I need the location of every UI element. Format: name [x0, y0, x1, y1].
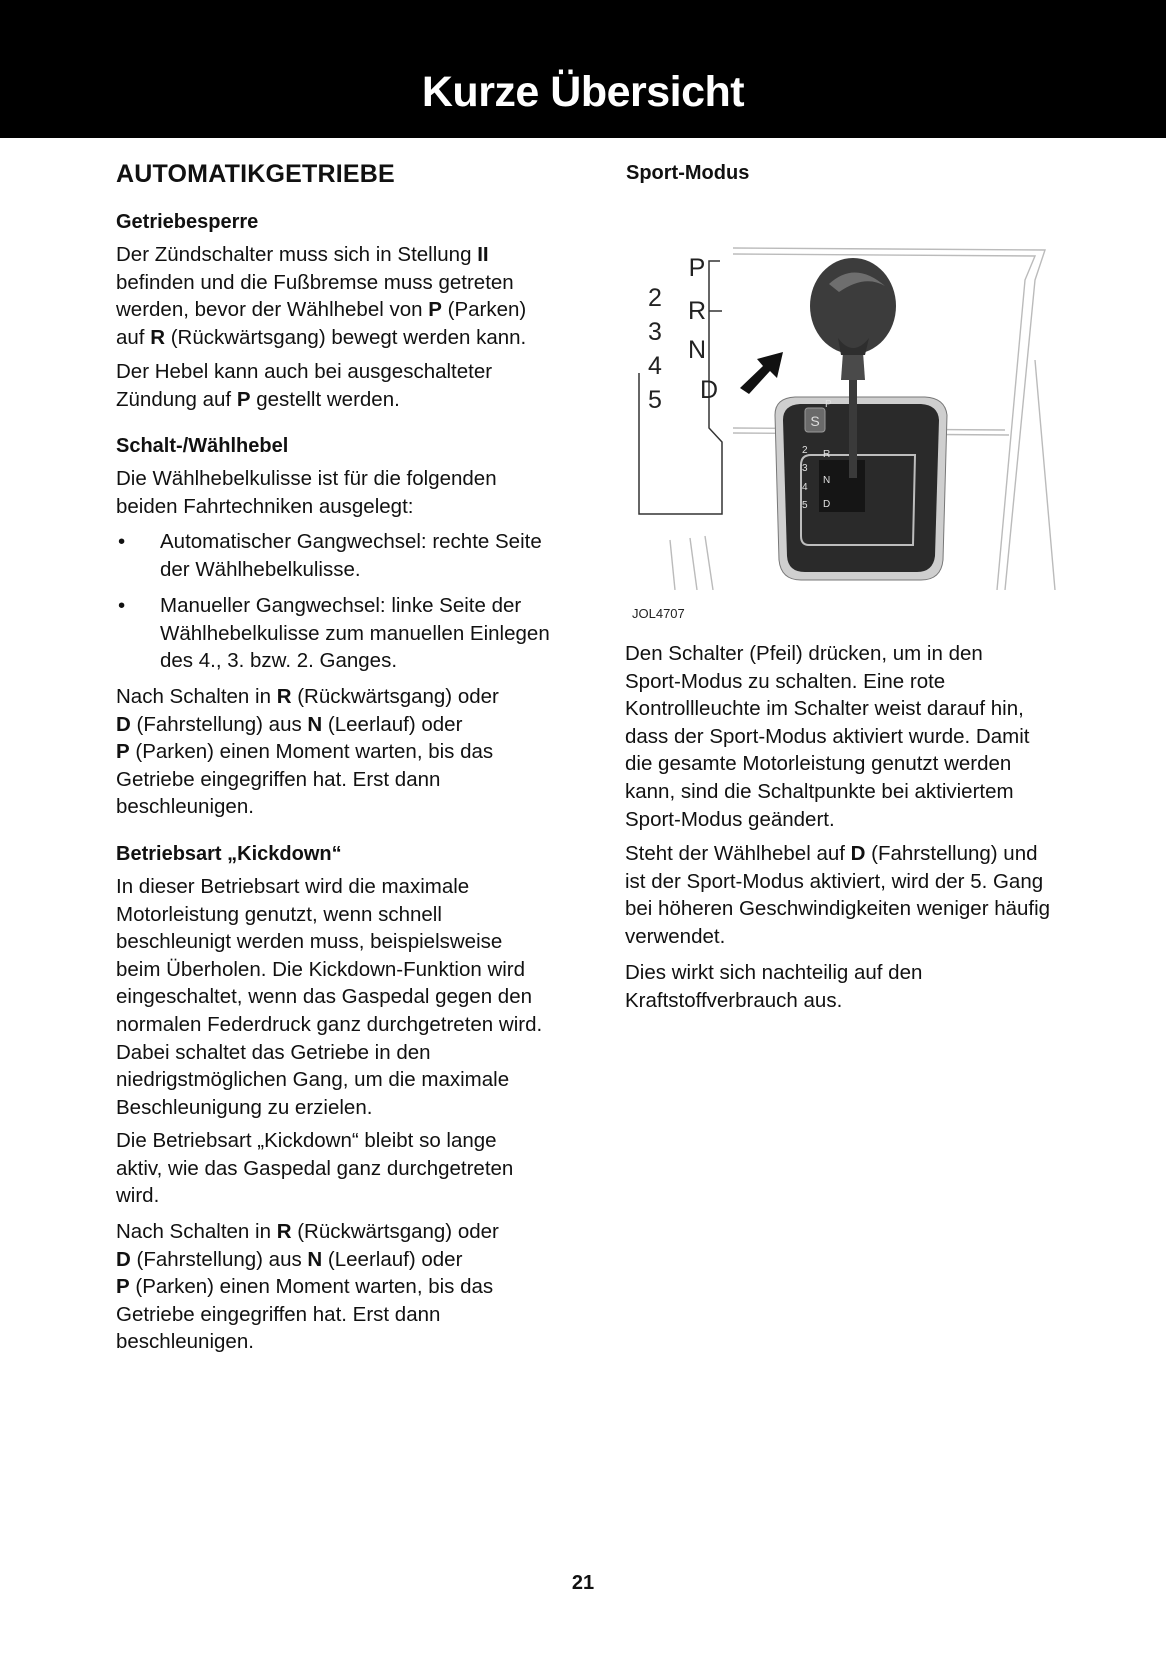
text-line: Die Betriebsart „Kickdown“ bleibt so lange	[116, 1129, 497, 1152]
text-line: Nach Schalten in R (Rückwärtsgang) oder	[116, 685, 499, 708]
gate-label-5: 5	[648, 386, 662, 414]
gate-legend	[639, 254, 722, 514]
paragraph-kickdown-1	[116, 873, 542, 1121]
text-line: Getriebe eingegriffen hat. Erst dann	[116, 1302, 441, 1326]
bold-term: N	[307, 1247, 323, 1271]
text-line: Beschleunigung zu erzielen.	[116, 1095, 373, 1119]
figure-code: JOL4707	[632, 606, 685, 621]
text-line: In dieser Betriebsart wird die maximale	[116, 875, 470, 898]
gate-label-p: P	[688, 254, 706, 282]
text-line: verwendet.	[625, 924, 726, 948]
inner-label-d: D	[823, 499, 831, 510]
text-line: beschleunigen.	[116, 795, 254, 819]
inner-label-p: P	[825, 399, 832, 410]
paragraph-sport-1	[625, 640, 1029, 833]
text-line: bei höheren Geschwindigkeiten weniger häufig	[625, 897, 1051, 921]
text-line: die gesamte Motorleistung genutzt werden	[625, 752, 1012, 776]
section-title: AUTOMATIKGETRIEBE	[116, 160, 395, 188]
heading-waehlhebel: Schalt-/Wählhebel	[116, 435, 289, 457]
shifter-surround	[775, 397, 947, 580]
text-line: wird.	[116, 1184, 160, 1208]
text-line: dass der Sport-Modus aktiviert wurde. Damit	[625, 724, 1030, 748]
text-line: Zündung auf P gestellt werden.	[116, 387, 400, 411]
text-line: auf R (Rückwärtsgang) bewegt werden kann.	[116, 325, 527, 349]
text-line: beim Überholen. Die Kickdown-Funktion wird	[116, 957, 526, 981]
bold-term: P	[428, 298, 442, 322]
text-line: werden, bevor der Wählhebel von P (Parken)	[116, 298, 527, 322]
text-line: Den Schalter (Pfeil) drücken, um in den	[625, 642, 983, 665]
paragraph-waehlhebel-after	[116, 683, 499, 821]
text-line: Automatischer Gangwechsel: rechte Seite	[160, 530, 542, 553]
heading-sport-modus: Sport-Modus	[626, 162, 750, 184]
text-line: Manueller Gangwechsel: linke Seite der	[160, 594, 522, 617]
inner-label-2: 2	[802, 445, 808, 456]
text-line: Der Hebel kann auch bei ausgeschalteter	[116, 360, 493, 383]
bold-term: D	[116, 1247, 131, 1271]
inner-label-r: R	[823, 449, 831, 460]
bullet-text	[160, 592, 550, 675]
paragraph-sport-2	[625, 840, 1050, 950]
page-title: Kurze Übersicht	[421, 68, 745, 116]
text-line: Dies wirkt sich nachteilig auf den	[625, 961, 923, 984]
gate-label-3: 3	[648, 318, 662, 346]
text-line: P (Parken) einen Moment warten, bis das	[116, 1275, 494, 1299]
bold-term: R	[276, 1220, 292, 1243]
text-line: Der Zündschalter muss sich in Stellung II	[116, 243, 489, 266]
text-line: ist der Sport-Modus aktiviert, wird der 5. Gang	[625, 869, 1044, 893]
text-line: eingeschaltet, wenn das Gaspedal gegen den	[116, 985, 533, 1009]
text-line: Kontrollleuchte im Schalter weist darauf hin,	[625, 697, 1024, 721]
bold-term: P	[116, 1275, 130, 1299]
text-line: Dabei schaltet das Getriebe in den	[116, 1040, 431, 1064]
text-line: kann, sind die Schaltpunkte bei aktiviertem	[625, 779, 1014, 803]
paragraph-sport-3	[625, 959, 922, 1014]
paragraph-kickdown-3	[116, 1218, 499, 1356]
bold-term: D	[850, 842, 866, 865]
bold-term: P	[116, 740, 130, 764]
text-line: Wählhebelkulisse zum manuellen Einlegen	[160, 621, 550, 645]
bold-term: D	[116, 712, 131, 736]
bold-term: R	[150, 325, 166, 349]
header-band	[0, 0, 1166, 138]
bold-term: P	[236, 387, 251, 411]
sport-switch	[805, 408, 825, 432]
paragraph-getriebesperre-1	[116, 241, 526, 351]
text-line: befinden und die Fußbremse muss getreten	[116, 270, 514, 294]
text-line: D (Fahrstellung) aus N (Leerlauf) oder	[116, 712, 463, 736]
inner-label-4: 4	[802, 482, 808, 493]
paragraph-waehlhebel-intro	[116, 465, 497, 520]
arrow-pointer-icon	[740, 352, 783, 394]
gate-label-d: D	[699, 376, 719, 404]
bold-term: II	[477, 243, 489, 266]
bold-term: N	[307, 712, 323, 736]
text-line: Sport-Modus geändert.	[625, 807, 835, 831]
text-line: beschleunigen.	[116, 1330, 254, 1354]
heading-kickdown: Betriebsart „Kickdown“	[116, 843, 342, 865]
bullet-text	[160, 528, 542, 583]
text-line: niedrigstmöglichen Gang, um die maximale	[116, 1068, 510, 1092]
text-line: P (Parken) einen Moment warten, bis das	[116, 740, 494, 764]
text-line: normalen Federdruck ganz durchgetreten wird.	[116, 1012, 543, 1036]
text-line: Steht der Wählhebel auf D (Fahrstellung) und	[625, 842, 1038, 865]
text-line: des 4., 3. bzw. 2. Ganges.	[160, 649, 398, 673]
bullet-icon: •	[118, 594, 126, 617]
text-line: beschleunigt werden muss, beispielsweise	[116, 930, 503, 954]
page-number: 21	[571, 1572, 595, 1594]
text-line: D (Fahrstellung) aus N (Leerlauf) oder	[116, 1247, 463, 1271]
text-line: Sport-Modus zu schalten. Eine rote	[625, 669, 946, 693]
paragraph-getriebesperre-2	[116, 358, 492, 413]
inner-label-n: N	[823, 475, 831, 486]
bold-term: R	[276, 685, 292, 708]
text-line: Kraftstoffverbrauch aus.	[625, 988, 843, 1012]
gate-label-r: R	[687, 297, 707, 325]
inner-label-5: 5	[802, 500, 808, 511]
gate-label-n: N	[687, 336, 707, 364]
text-line: Die Wählhebelkulisse ist für die folgenden	[116, 467, 497, 490]
text-line: Nach Schalten in R (Rückwärtsgang) oder	[116, 1220, 499, 1243]
sport-switch-label: S	[810, 413, 820, 429]
heading-getriebesperre: Getriebesperre	[116, 211, 259, 233]
text-line: beiden Fahrtechniken ausgelegt:	[116, 494, 414, 518]
text-line: aktiv, wie das Gaspedal ganz durchgetreten	[116, 1156, 514, 1180]
text-line: der Wählhebelkulisse.	[160, 557, 361, 581]
text-line: Motorleistung genutzt, wenn schnell	[116, 902, 442, 926]
gate-label-4: 4	[648, 352, 662, 380]
inner-label-3: 3	[802, 463, 808, 474]
gate-label-2: 2	[648, 284, 662, 312]
text-line: Getriebe eingegriffen hat. Erst dann	[116, 767, 441, 791]
paragraph-kickdown-2	[116, 1127, 513, 1210]
gear-selector-illustration	[625, 240, 1065, 590]
bullet-icon: •	[118, 530, 126, 553]
